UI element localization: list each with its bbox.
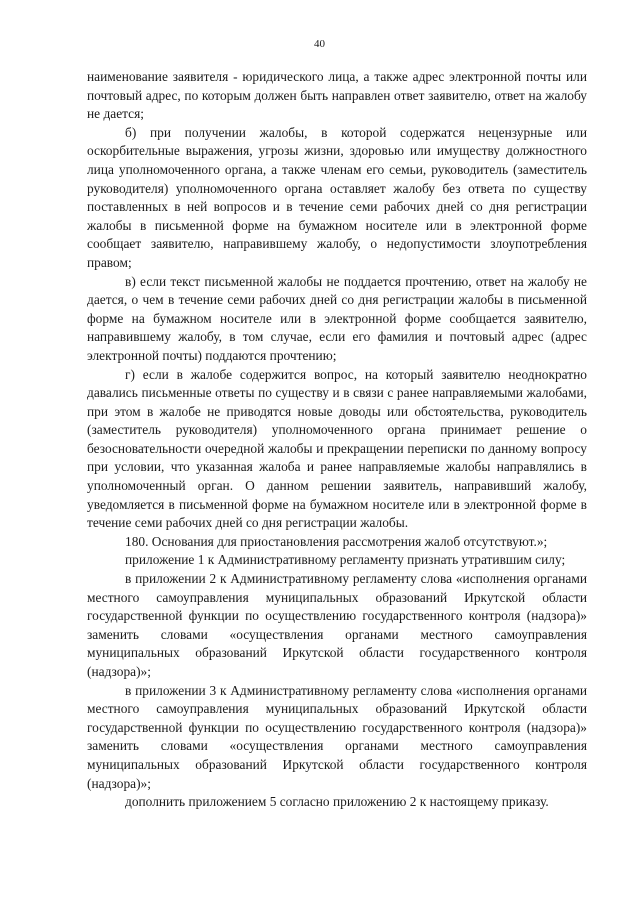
paragraph-appendix-1: приложение 1 к Административному регламенту признать утратившим силу; (125, 552, 566, 568)
paragraph-applicant-address: наименование заявителя - юридического лица, а также адрес электронной почты или почтовый адрес, по которым должен быть направлен ответ заявителю, ответ на жалобу не дается; (87, 69, 587, 122)
paragraph-item-v: в) если текст письменной жалобы не поддается прочтению, ответ на жалобу не дается, о чем в течение семи рабочих дней со дня регистрации жалобы в письменной форме на бумажном носителе или в электронной форме сообщается заявителю, направившему жалобу, в том случае, если его фамилия и почтовый адрес (адрес электронной почты) поддаются прочтению; (87, 273, 587, 363)
paragraph-item-b: б) при получении жалобы, в которой содержатся нецензурные или оскорбительные выражения, угрозы жизни, здоровью или имуществу должностного лица уполномоченного органа, а также членам его семьи, руководитель (заместитель руководителя) уполномоченного органа оставляет жалобу без ответа по существу поставленных в ней вопросов и в течение семи рабочих дней со дня регистрации жалобы в письменной форме на бумажном носителе или в электронной форме сообщает заявителю, направившему жалобу, о недопустимости злоупотребления правом; (87, 124, 587, 270)
page-number: 40 (314, 38, 325, 50)
paragraph-appendix-5: дополнить приложением 5 согласно приложению 2 к настоящему приказу. (125, 794, 549, 810)
paragraph-appendix-2: в приложении 2 к Административному регламенту слова «исполнения органами местного самоуправления муниципальных образований Иркутской области государственной функции по осуществлению государственного контроля (надзора)» заменить словами «осуществления органами местного самоуправления муниципальных образований Иркутской области государственного контроля (надзора)»; (87, 571, 587, 679)
paragraph-appendix-3: в приложении 3 к Административному регламенту слова «исполнения органами местного самоуправления муниципальных образований Иркутской области государственной функции по осуществлению государственного контроля (надзора)» заменить словами «осуществления органами местного самоуправления муниципальных образований Иркутской области государственного контроля (надзора)»; (87, 682, 587, 791)
paragraph-item-g: г) если в жалобе содержится вопрос, на который заявителю неоднократно давались письменные ответы по существу и в связи с ранее направляемыми жалобами, при этом в жалобе не приводятся новые доводы или обстоятельства, руководитель (заместитель руководителя) уполномоченного органа принимает решение о безосновательности очередной жалобы и прекращении переписки по данному вопросу при условии, что указанная жалоба и ранее направляемые жалобы направлялись в уполномоченный орган. О данном решении заявитель, направивший жалобу, уведомляется в письменной форме на бумажном носителе или в электронной форме в течение семи рабочих дней со дня регистрации жалобы. (87, 366, 587, 531)
paragraph-item-180: 180. Основания для приостановления рассмотрения жалоб отсутствуют.»; (125, 533, 548, 549)
document-body (87, 68, 587, 812)
